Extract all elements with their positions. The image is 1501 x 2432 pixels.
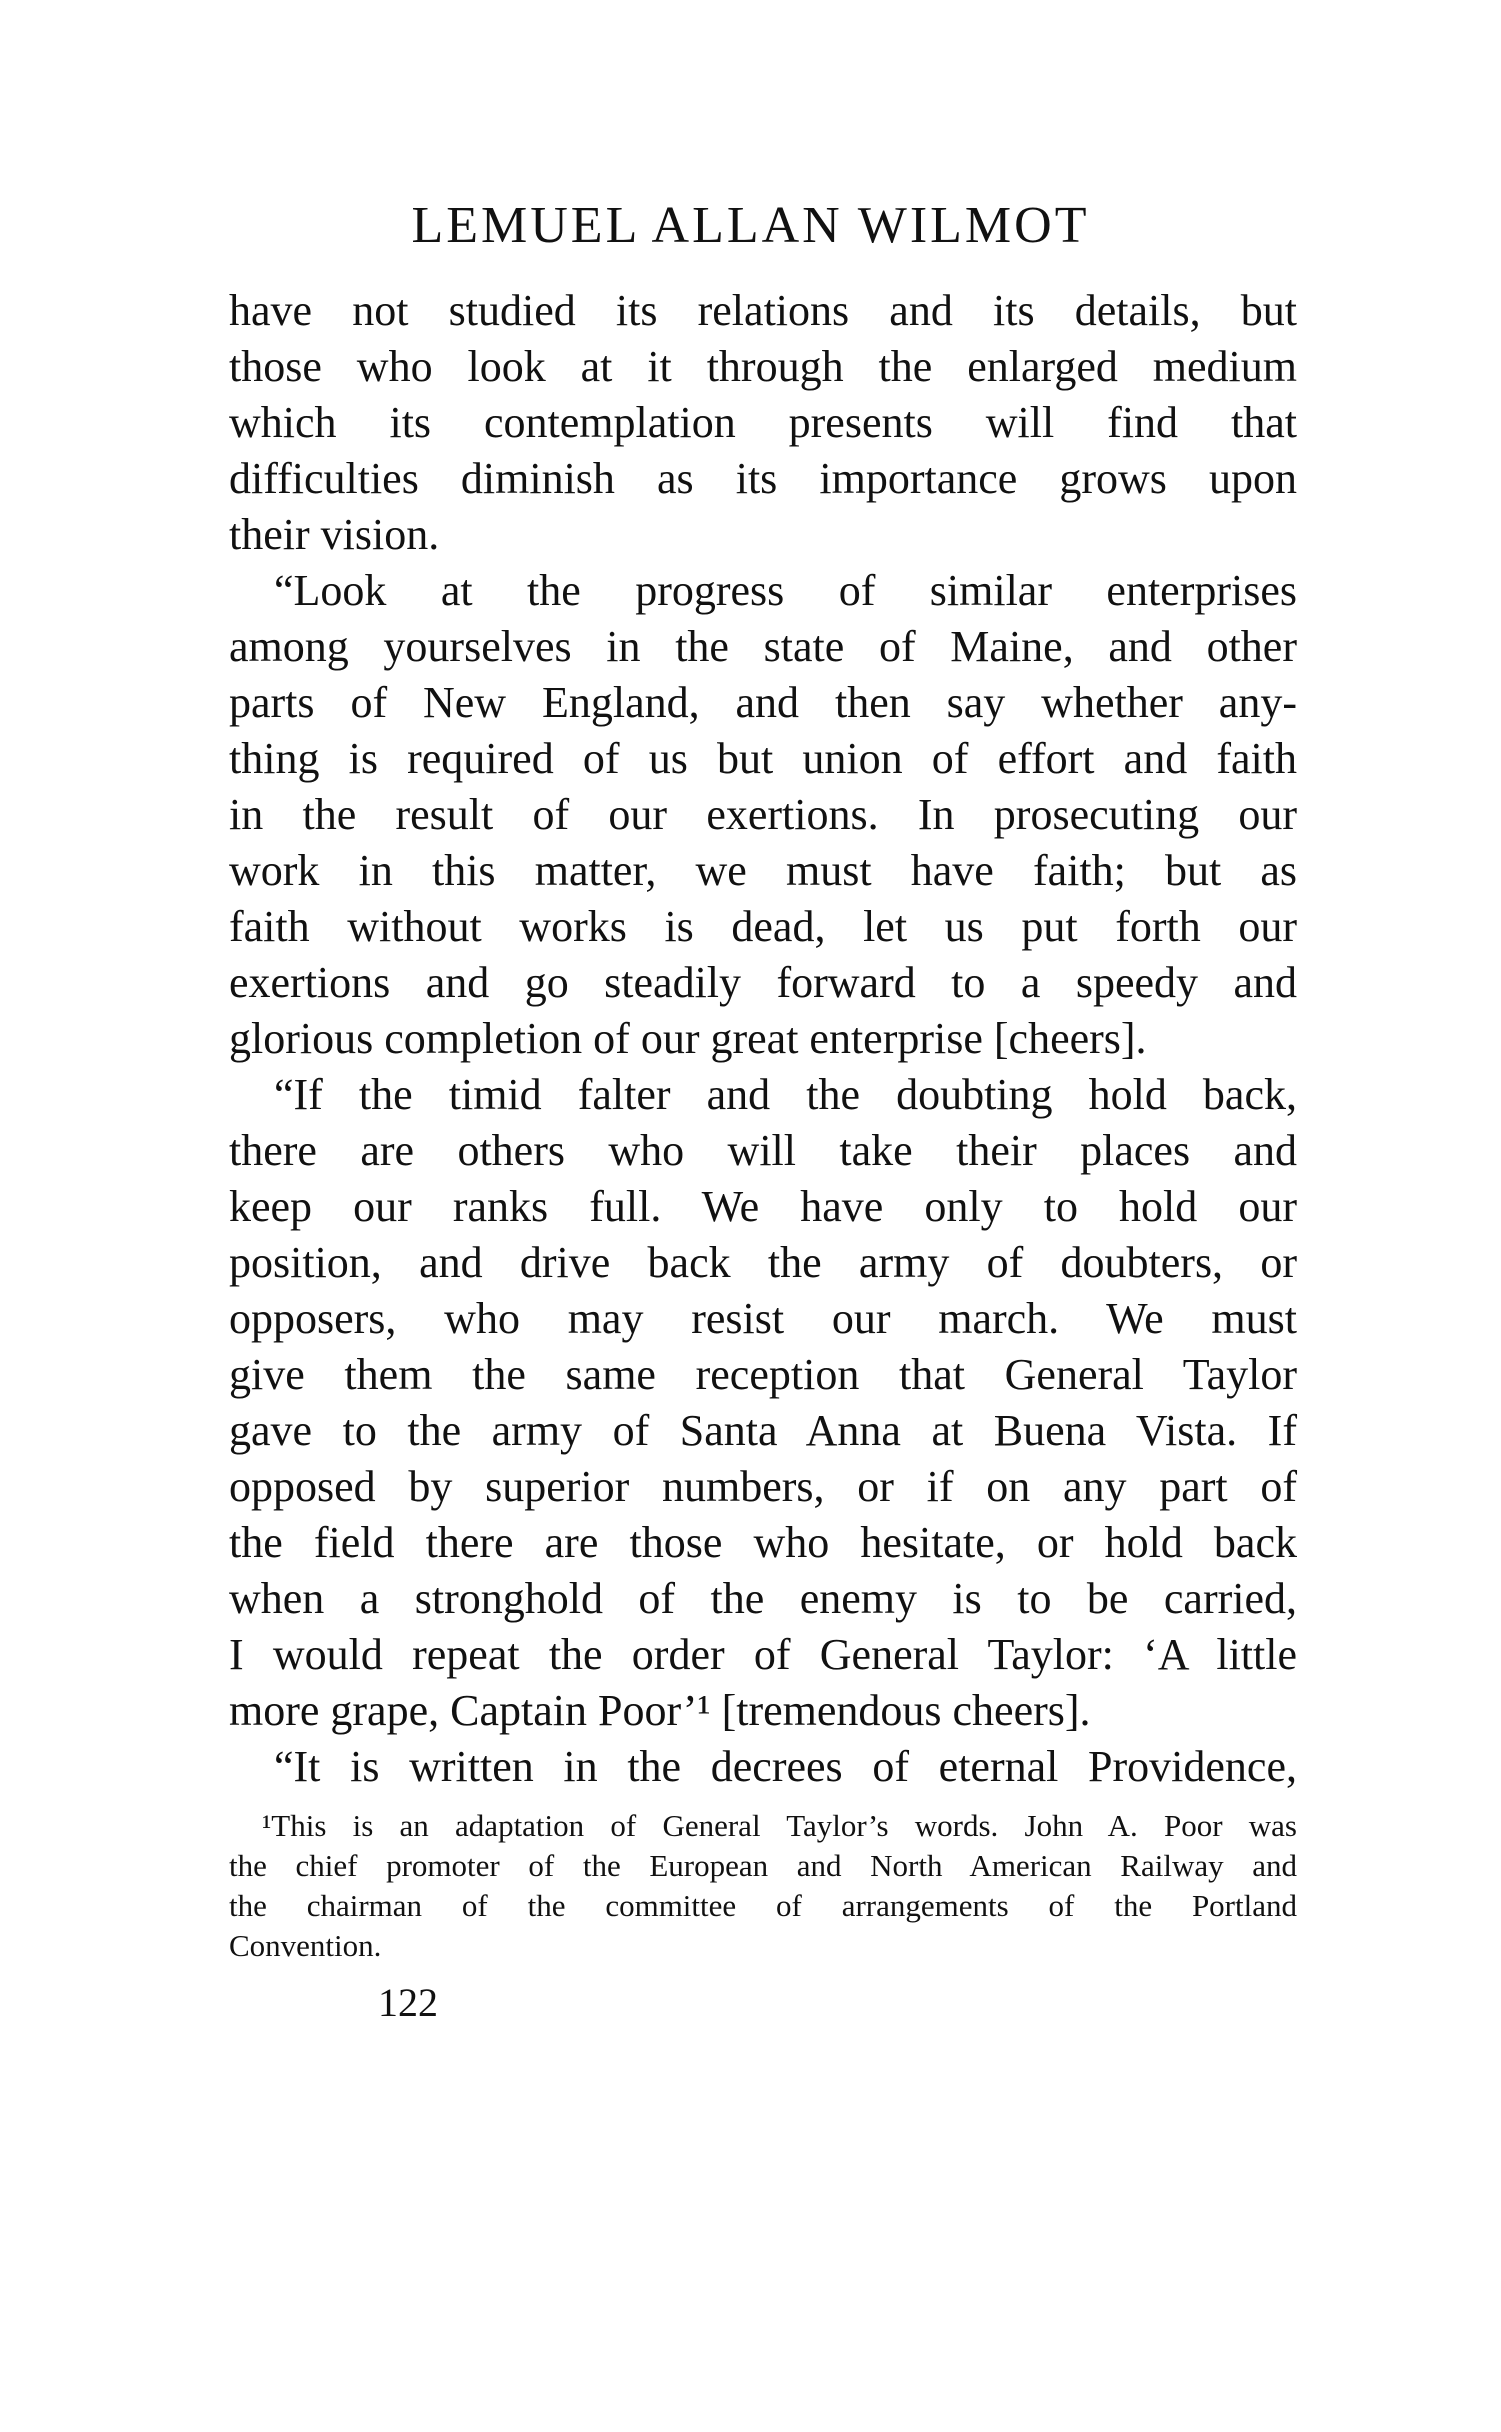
- body-line: I would repeat the order of General Taylor: ‘A little: [229, 1630, 1297, 1679]
- body-line: when a stronghold of the enemy is to be carried,: [229, 1574, 1297, 1623]
- body-line: among yourselves in the state of Maine, and other: [229, 622, 1297, 671]
- footnote-line: the chief promoter of the European and North American Railway and: [229, 1848, 1297, 1883]
- body-line: glorious completion of our great enterprise [cheers].: [229, 1014, 1147, 1063]
- body-line: thing is required of us but union of effort and faith: [229, 734, 1297, 783]
- body-line: opposed by superior numbers, or if on any part of: [229, 1462, 1297, 1511]
- body-line: parts of New England, and then say whether any-: [229, 678, 1297, 727]
- body-line: those who look at it through the enlarged medium: [229, 342, 1297, 391]
- body-line: opposers, who may resist our march. We must: [229, 1294, 1297, 1343]
- body-line: “Look at the progress of similar enterprises: [274, 566, 1297, 615]
- body-line: faith without works is dead, let us put forth our: [229, 902, 1297, 951]
- body-line: difficulties diminish as its importance grows upon: [229, 454, 1297, 503]
- body-line: “It is written in the decrees of eternal Providence,: [274, 1742, 1297, 1791]
- footnote-line: the chairman of the committee of arrangements of the Portland: [229, 1888, 1297, 1923]
- body-line: gave to the army of Santa Anna at Buena Vista. If: [229, 1406, 1297, 1455]
- body-line: the field there are those who hesitate, or hold back: [229, 1518, 1297, 1567]
- body-line: keep our ranks full. We have only to hold our: [229, 1182, 1297, 1231]
- body-line: there are others who will take their places and: [229, 1126, 1297, 1175]
- body-line: position, and drive back the army of doubters, or: [229, 1238, 1297, 1287]
- body-line: “If the timid falter and the doubting hold back,: [274, 1070, 1297, 1119]
- page-number: 122: [378, 1980, 438, 2025]
- running-head: LEMUEL ALLAN WILMOT: [411, 197, 1090, 254]
- body-line: give them the same reception that General Taylor: [229, 1350, 1297, 1399]
- body-line: in the result of our exertions. In prosecuting our: [229, 790, 1297, 839]
- body-line: exertions and go steadily forward to a speedy and: [229, 958, 1297, 1007]
- body-line: work in this matter, we must have faith; but as: [229, 846, 1297, 895]
- footnote-line: ¹This is an adaptation of General Taylor’s words. John A. Poor was: [262, 1808, 1297, 1843]
- body-line: their vision.: [229, 510, 440, 559]
- footnote-line: Convention.: [229, 1928, 382, 1963]
- body-line: more grape, Captain Poor’¹ [tremendous cheers].: [229, 1686, 1091, 1735]
- body-line: have not studied its relations and its details, but: [229, 286, 1297, 335]
- body-line: which its contemplation presents will find that: [229, 398, 1297, 447]
